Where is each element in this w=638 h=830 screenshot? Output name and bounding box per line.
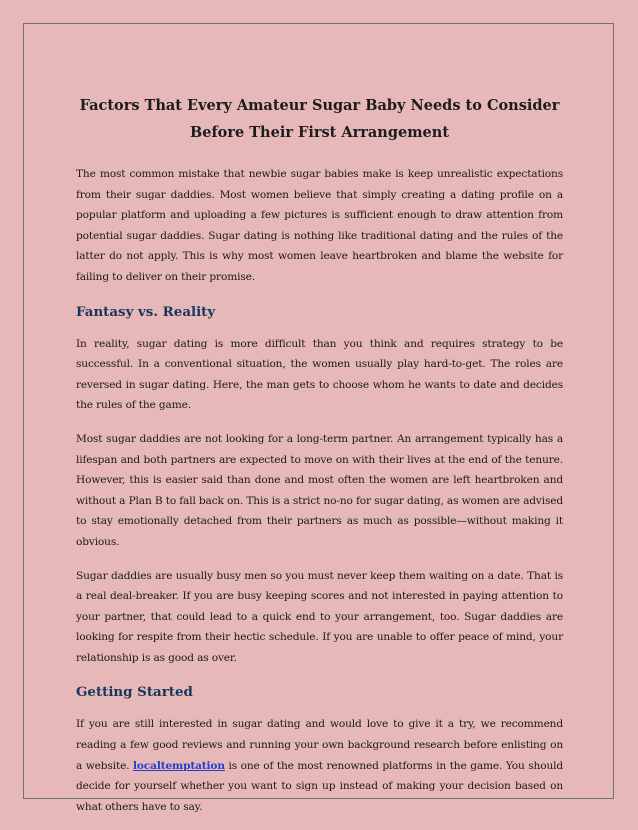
- document-body: [76, 92, 563, 830]
- getting-started-text-after: is one of the most renowned platforms in the game. You should decide for yourself whether you want to sign up instead of making your decision based on what others have to say.: [76, 759, 563, 813]
- title-line-2: Before Their First Arrangement: [189, 124, 450, 141]
- paragraph-reality: In reality, sugar dating is more difficult than you think and requires strategy to be successful. In a conventional situation, the women usually play hard-to-get. The roles are reversed in sugar dating. Here, the man gets to choose whom he wants to date and decides the rules of the game.: [76, 337, 563, 412]
- document-title: [76, 92, 563, 146]
- paragraph-busy-men: Sugar daddies are usually busy men so you must never keep them waiting on a date. That is a real deal-breaker. If you are busy keeping scores and not interested in paying attention to your partner, that could lead to a quick end to your arrangement, too. Sugar daddies are looking for respite from their hectic schedule. If you are unable to offer peace of mind, your relationship is as good as over.: [76, 569, 563, 664]
- localtemptation-link[interactable]: localtemptation: [133, 759, 225, 772]
- paragraph-getting-started: [76, 714, 563, 817]
- paragraph-long-term: Most sugar daddies are not looking for a long-term partner. An arrangement typically has a lifespan and both partners are expected to move on with their lives at the end of the tenure. However, this is easier said than done and most often the women are left heartbroken and without a Plan B to fall back on. This is a strict no-no for sugar dating, as women are advised to stay emotionally detached from their partners as much as possible—without making it obvious.: [76, 432, 563, 548]
- section-heading-fantasy-reality: Fantasy vs. Reality: [76, 303, 216, 320]
- getting-started-text-before: If you are still interested in sugar dating and would love to give it a try, we recommend reading a few good reviews and running your own background research before enlisting on a website.: [76, 718, 563, 772]
- intro-paragraph: The most common mistake that newbie sugar babies make is keep unrealistic expectations from their sugar daddies. Most women believe that simply creating a dating profile on a popular platform and uploading a few pictures is sufficient enough to draw attention from potential sugar daddies. Sugar dating is nothing like traditional dating and the rules of the latter do not apply. This is why most women leave heartbroken and blame the website for failing to deliver on their promise.: [76, 168, 563, 283]
- section-heading-getting-started: Getting Started: [76, 684, 193, 701]
- title-line-1: Factors That Every Amateur Sugar Baby Needs to Consider: [79, 97, 560, 114]
